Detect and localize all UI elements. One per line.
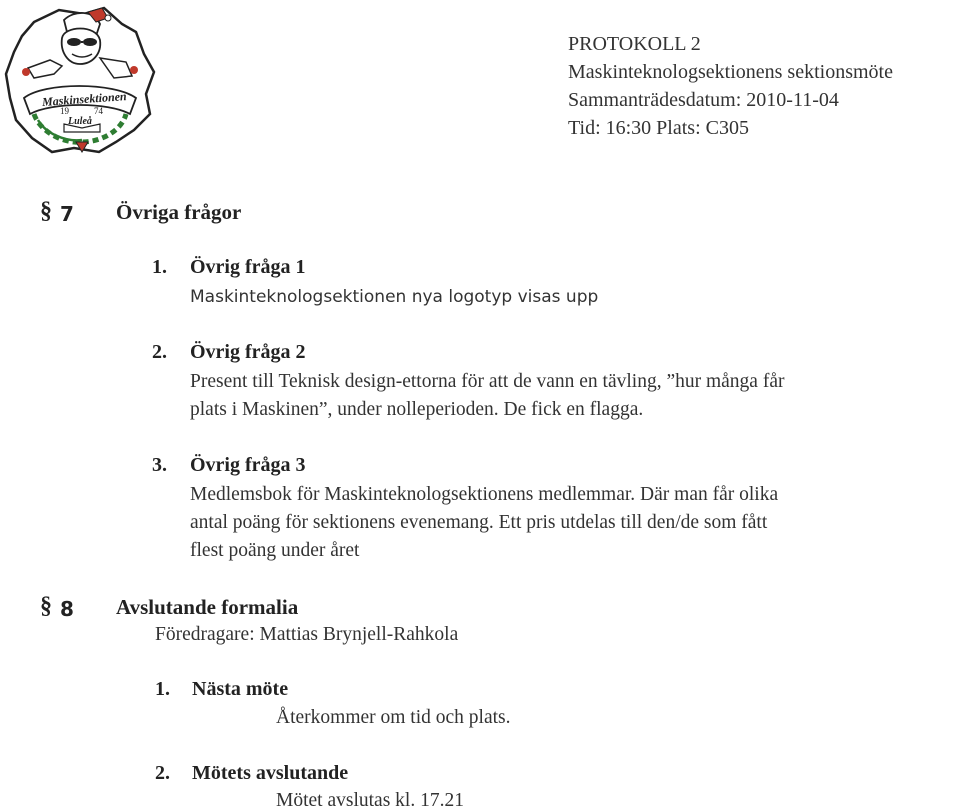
- item-title: Övrig fråga 1: [190, 256, 306, 278]
- item-number: 1.: [155, 678, 170, 700]
- item-text-line: Present till Teknisk design-ettorna för att de vann en tävling, ”hur många får: [190, 371, 785, 392]
- item-title: Nästa möte: [192, 678, 289, 700]
- item-number: 1.: [152, 256, 167, 278]
- section-8-title: Avslutande formalia: [116, 595, 299, 619]
- logo-text-bottom: Luleå: [68, 116, 92, 127]
- section-7-number: 7: [60, 202, 74, 226]
- item-number: 2.: [152, 341, 167, 363]
- logo-year-left: 19: [60, 106, 69, 116]
- protocol-title: PROTOKOLL 2: [568, 33, 701, 55]
- meeting-date: Sammanträdesdatum: 2010-11-04: [568, 89, 839, 111]
- item-number: 3.: [152, 454, 167, 476]
- item-text-line: plats i Maskinen”, under nolleperioden. De fick en flagga.: [190, 399, 644, 420]
- item-text-line: Mötet avslutas kl. 17.21: [276, 790, 464, 811]
- item-title: Övrig fråga 2: [190, 341, 306, 363]
- item-text-line: flest poäng under året: [190, 540, 360, 561]
- logo-year-right: 74: [94, 106, 103, 116]
- section-8-number: 8: [60, 597, 74, 621]
- section-7-title: Övriga frågor: [116, 200, 242, 224]
- item-text-line: antal poäng för sektionens evenemang. Ett pris utdelas till den/de som fått: [190, 512, 768, 533]
- logo-emblem-icon: [4, 2, 156, 156]
- section-8-presenter: Föredragare: Mattias Brynjell-Rahkola: [155, 624, 459, 645]
- meeting-name: Maskinteknologsektionens sektionsmöte: [568, 61, 893, 83]
- section-logo: [4, 2, 156, 156]
- logo-text-top: Maskinsektionen: [41, 89, 128, 109]
- section-7-mark: §: [40, 198, 52, 224]
- item-text-line: Återkommer om tid och plats.: [276, 707, 511, 728]
- meeting-time-place: Tid: 16:30 Plats: C305: [568, 117, 749, 139]
- item-title: Mötets avslutande: [192, 762, 349, 784]
- item-text-line: Maskinteknologsektionen nya logotyp visas upp: [190, 287, 599, 307]
- item-title: Övrig fråga 3: [190, 454, 306, 476]
- item-number: 2.: [155, 762, 170, 784]
- item-text-line: Medlemsbok för Maskinteknologsektionens medlemmar. Där man får olika: [190, 484, 779, 505]
- section-8-mark: §: [40, 593, 52, 619]
